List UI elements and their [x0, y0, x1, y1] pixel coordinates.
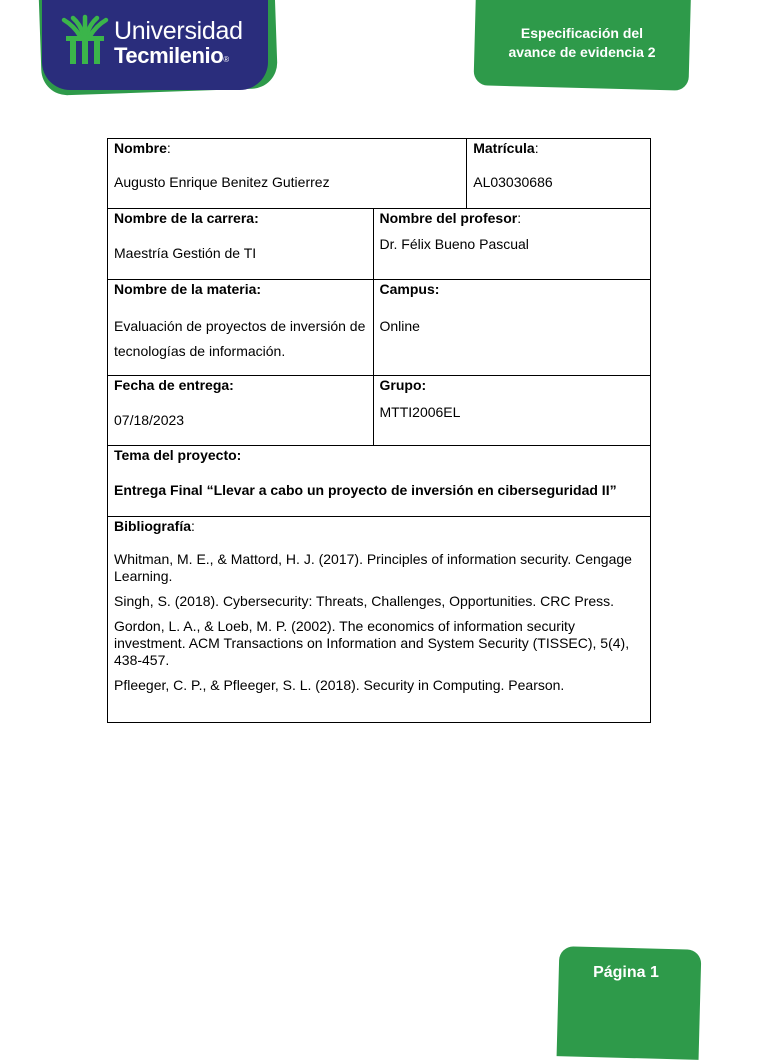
bibliography-entry: Pfleeger, C. P., & Pfleeger, S. L. (2018). Security in Computing. Pearson. — [114, 677, 565, 693]
matricula-label: Matrícula: — [473, 140, 539, 156]
bibliografia-cell — [108, 517, 651, 723]
campus-label: Campus: — [379, 281, 440, 297]
nombre-value: Augusto Enrique Benitez Gutierrez — [114, 174, 330, 190]
student-info-table — [107, 138, 651, 723]
profesor-value: Dr. Félix Bueno Pascual — [379, 236, 529, 252]
bibliography-entry: Whitman, M. E., & Mattord, H. J. (2017). Principles of information security. Cengage Learning. — [114, 551, 632, 584]
bibliography-entry: Singh, S. (2018). Cybersecurity: Threats, Challenges, Opportunities. CRC Press. — [114, 593, 615, 609]
tema-label: Tema del proyecto: — [114, 447, 242, 463]
matricula-cell — [467, 139, 651, 209]
nombre-cell — [108, 139, 467, 209]
fecha-value: 07/18/2023 — [114, 412, 185, 428]
fecha-cell — [108, 376, 374, 446]
campus-cell — [373, 280, 651, 376]
campus-value: Online — [379, 318, 420, 334]
tecmilenio-leaf-icon — [60, 14, 110, 66]
logo-text-tecmilenio: Tecmilenio® — [114, 43, 229, 68]
carrera-value: Maestría Gestión de TI — [114, 245, 257, 261]
tema-cell — [108, 446, 651, 517]
grupo-label: Grupo: — [379, 377, 427, 393]
profesor-cell — [373, 209, 651, 280]
materia-value: Evaluación de proyectos de inversión de tecnologías de información. — [114, 318, 366, 359]
logo-text-universidad: Universidad — [114, 17, 243, 45]
nombre-label: Nombre: — [114, 140, 171, 156]
fecha-label: Fecha de entrega: — [114, 377, 234, 393]
materia-cell — [108, 280, 374, 376]
tema-value: Entrega Final “Llevar a cabo un proyecto de inversión en ciberseguridad II” — [114, 482, 617, 498]
grupo-cell — [373, 376, 651, 446]
profesor-label: Nombre del profesor: — [379, 210, 522, 226]
page-number: Página 1 — [593, 964, 659, 981]
carrera-label: Nombre de la carrera: — [114, 210, 259, 226]
bibliografia-label: Bibliografía: — [114, 518, 195, 534]
materia-label: Nombre de la materia: — [114, 281, 262, 297]
carrera-cell — [108, 209, 374, 280]
bibliography-entry: Gordon, L. A., & Loeb, M. P. (2002). The economics of information security investment. ACM Transactions on Information and System Security (TISSEC), 5(4), 438-457. — [114, 618, 630, 668]
spec-title: Especificación del avance de evidencia 2 — [508, 25, 656, 60]
grupo-value: MTTI2006EL — [379, 404, 461, 420]
matricula-value: AL03030686 — [473, 174, 553, 190]
